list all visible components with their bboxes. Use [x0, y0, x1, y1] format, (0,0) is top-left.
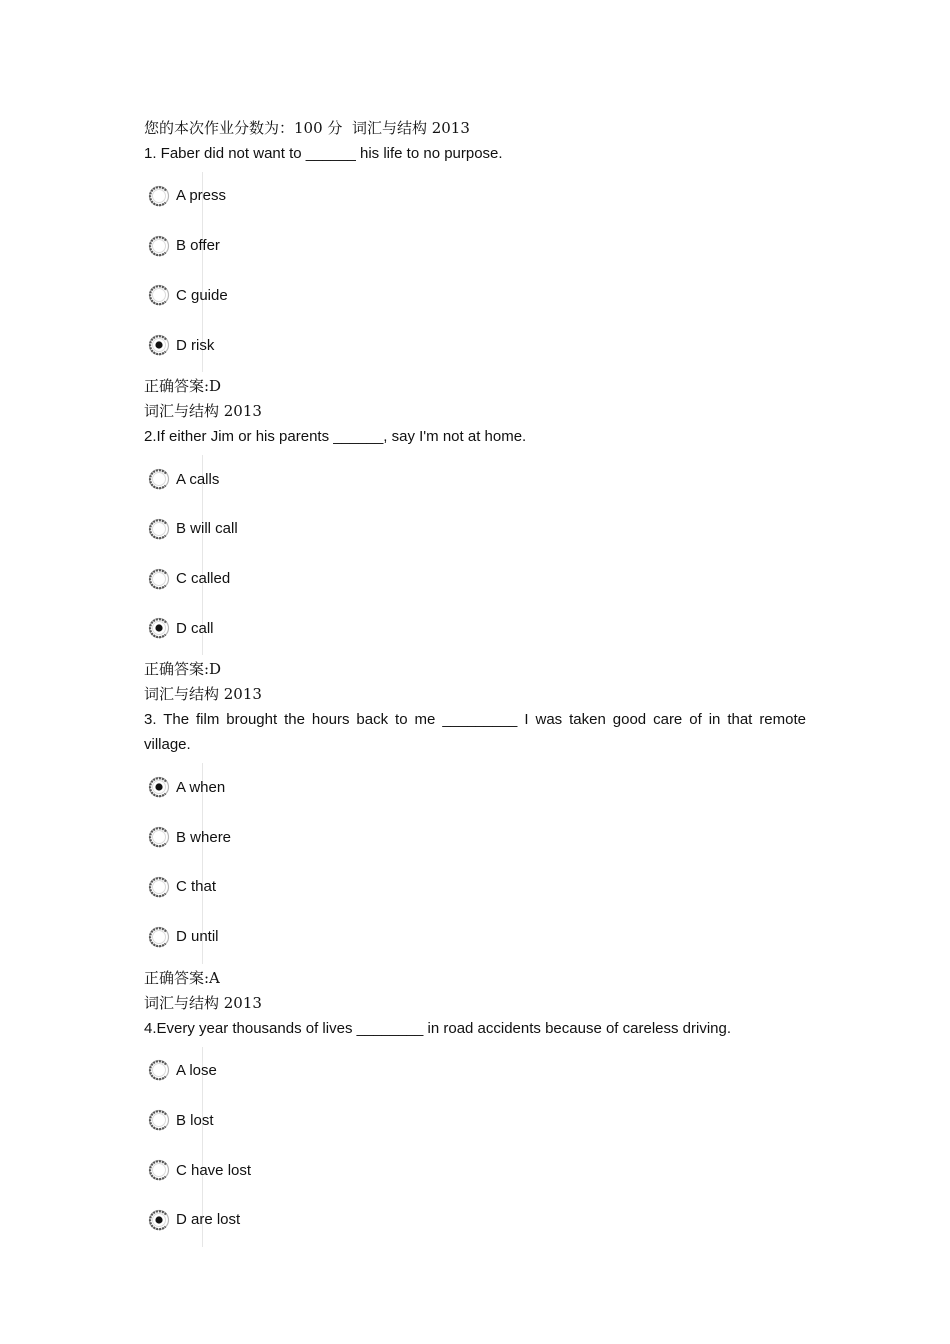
- radio-selected-icon[interactable]: [148, 617, 170, 639]
- radio-unselected-icon[interactable]: [148, 826, 170, 848]
- option-list: [144, 757, 806, 965]
- radio-unselected-icon[interactable]: [148, 468, 170, 490]
- option-list: [144, 449, 806, 657]
- radio-unselected-icon[interactable]: [148, 1159, 170, 1181]
- option-list: [144, 1041, 806, 1249]
- correct-answer: 正确答案:D: [144, 660, 222, 679]
- option-label: C called: [176, 570, 231, 588]
- option-label: D until: [176, 928, 219, 946]
- section-title: 词汇与结构 2013: [144, 685, 262, 704]
- radio-unselected-icon[interactable]: [148, 185, 170, 207]
- option-label: D are lost: [176, 1211, 241, 1229]
- option-label: A when: [176, 778, 226, 796]
- radio-unselected-icon[interactable]: [148, 284, 170, 306]
- radio-unselected-icon[interactable]: [148, 876, 170, 898]
- question-text: 3. The film brought the hours back to me _________ I was taken good care of in that remote village.: [144, 711, 806, 754]
- question-4: [144, 991, 806, 1249]
- radio-unselected-icon[interactable]: [148, 518, 170, 540]
- question-text: 4.Every year thousands of lives ________ in road accidents because of careless driving.: [144, 1019, 732, 1037]
- option-c[interactable]: [144, 862, 806, 912]
- section-title: 词汇与结构 2013: [144, 993, 262, 1012]
- option-c[interactable]: [144, 1145, 806, 1195]
- radio-selected-icon[interactable]: [148, 776, 170, 798]
- option-label: A calls: [176, 470, 220, 488]
- option-c[interactable]: [144, 554, 806, 604]
- option-label: D call: [176, 619, 214, 637]
- option-list: [144, 166, 806, 374]
- question-text: 1. Faber did not want to ______ his life to no purpose.: [144, 145, 503, 162]
- question-1: [144, 141, 806, 399]
- option-b[interactable]: [144, 1095, 806, 1145]
- option-d[interactable]: [144, 1195, 806, 1245]
- option-label: C have lost: [176, 1161, 252, 1179]
- question-text: 2.If either Jim or his parents ______, say I'm not at home.: [144, 428, 527, 446]
- option-b[interactable]: [144, 504, 806, 554]
- score-header: [144, 116, 806, 141]
- option-label: B lost: [176, 1111, 214, 1129]
- radio-selected-icon[interactable]: [148, 334, 170, 356]
- option-label: B will call: [176, 520, 238, 538]
- option-label: A press: [176, 187, 227, 205]
- option-a[interactable]: [144, 171, 806, 221]
- option-d[interactable]: [144, 320, 806, 370]
- radio-unselected-icon[interactable]: [148, 1059, 170, 1081]
- radio-unselected-icon[interactable]: [148, 926, 170, 948]
- section-title: 词汇与结构 2013: [351, 119, 470, 137]
- option-label: B where: [176, 828, 232, 846]
- radio-selected-icon[interactable]: [148, 1209, 170, 1231]
- option-label: A lose: [176, 1061, 217, 1079]
- homework-document: [144, 116, 806, 1249]
- option-b[interactable]: [144, 221, 806, 271]
- option-a[interactable]: [144, 762, 806, 812]
- option-label: D risk: [176, 336, 215, 354]
- option-d[interactable]: [144, 912, 806, 962]
- radio-unselected-icon[interactable]: [148, 235, 170, 257]
- option-a[interactable]: [144, 1046, 806, 1096]
- option-b[interactable]: [144, 812, 806, 862]
- option-label: C guide: [176, 286, 228, 304]
- radio-unselected-icon[interactable]: [148, 568, 170, 590]
- correct-answer: 正确答案:A: [144, 968, 220, 987]
- option-c[interactable]: [144, 271, 806, 321]
- question-2: [144, 399, 806, 682]
- option-label: C that: [176, 878, 217, 896]
- option-d[interactable]: [144, 604, 806, 654]
- correct-answer: 正确答案:D: [144, 377, 222, 396]
- section-title: 词汇与结构 2013: [144, 402, 262, 421]
- radio-unselected-icon[interactable]: [148, 1109, 170, 1131]
- option-label: B offer: [176, 237, 220, 255]
- score-text: 您的本次作业分数为：100 分: [144, 119, 343, 137]
- option-a[interactable]: [144, 454, 806, 504]
- question-3: [144, 682, 806, 990]
